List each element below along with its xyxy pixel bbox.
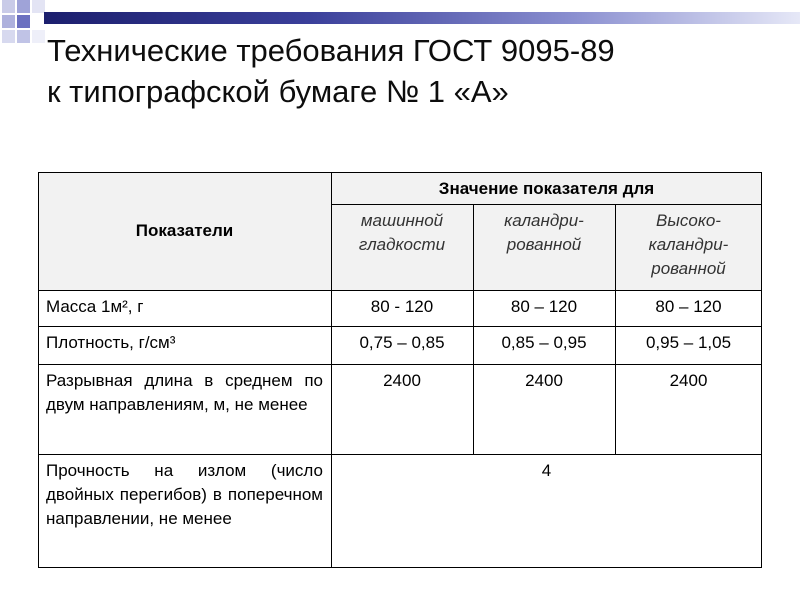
grid-line <box>38 567 762 568</box>
row-1-label: Масса 1м², г <box>46 297 144 316</box>
deco-square <box>2 30 15 43</box>
row-3-value-3: 2400 <box>669 371 708 390</box>
row-3-value-2: 2400 <box>525 371 563 390</box>
row-3-label: Разрывная длина в среднем по двум направлениям, м, не менее <box>46 371 323 414</box>
header-indicators: Показатели <box>135 221 234 240</box>
grid-line <box>331 204 762 205</box>
title-line-2: к типографской бумаге № 1 «А» <box>47 74 509 109</box>
grid-line <box>473 204 474 454</box>
row-3-value-1: 2400 <box>383 371 421 390</box>
row-1-value-2: 80 – 120 <box>510 297 578 316</box>
requirements-table <box>38 172 762 568</box>
grid-line <box>331 172 332 568</box>
row-2-value-2: 0,85 – 0,95 <box>501 333 587 352</box>
deco-square <box>17 15 30 28</box>
header-sub-machine: машинной гладкости <box>358 211 446 254</box>
deco-square <box>2 15 15 28</box>
grid-line <box>38 290 762 291</box>
grid-line <box>38 364 762 365</box>
grid-line <box>38 172 762 173</box>
title-bar <box>44 12 800 24</box>
header-sub-calendered: каландри-рованной <box>504 211 584 254</box>
row-1-value-1: 80 - 120 <box>370 297 434 316</box>
grid-line <box>38 454 762 455</box>
title-line-1: Технические требования ГОСТ 9095-89 <box>47 33 615 68</box>
grid-line <box>38 326 762 327</box>
grid-line <box>761 172 762 568</box>
header-value-group: Значение показателя для <box>438 179 655 198</box>
header-sub-supercalendered: Высоко-каландри-рованной <box>648 211 729 278</box>
grid-line <box>38 172 39 568</box>
deco-square <box>17 0 30 13</box>
row-4-label: Прочность на излом (число двойных перегибов) в поперечном направлении, не менее <box>46 461 323 528</box>
deco-square <box>2 0 15 13</box>
grid-line <box>615 204 616 454</box>
row-2-value-1: 0,75 – 0,85 <box>359 333 445 352</box>
deco-square <box>17 30 30 43</box>
row-2-label: Плотность, г/см³ <box>46 333 176 352</box>
row-4-value: 4 <box>541 461 552 480</box>
slide-title <box>47 30 767 112</box>
row-1-value-3: 80 – 120 <box>655 297 722 316</box>
row-2-value-3: 0,95 – 1,05 <box>645 333 732 352</box>
deco-square <box>32 30 45 43</box>
